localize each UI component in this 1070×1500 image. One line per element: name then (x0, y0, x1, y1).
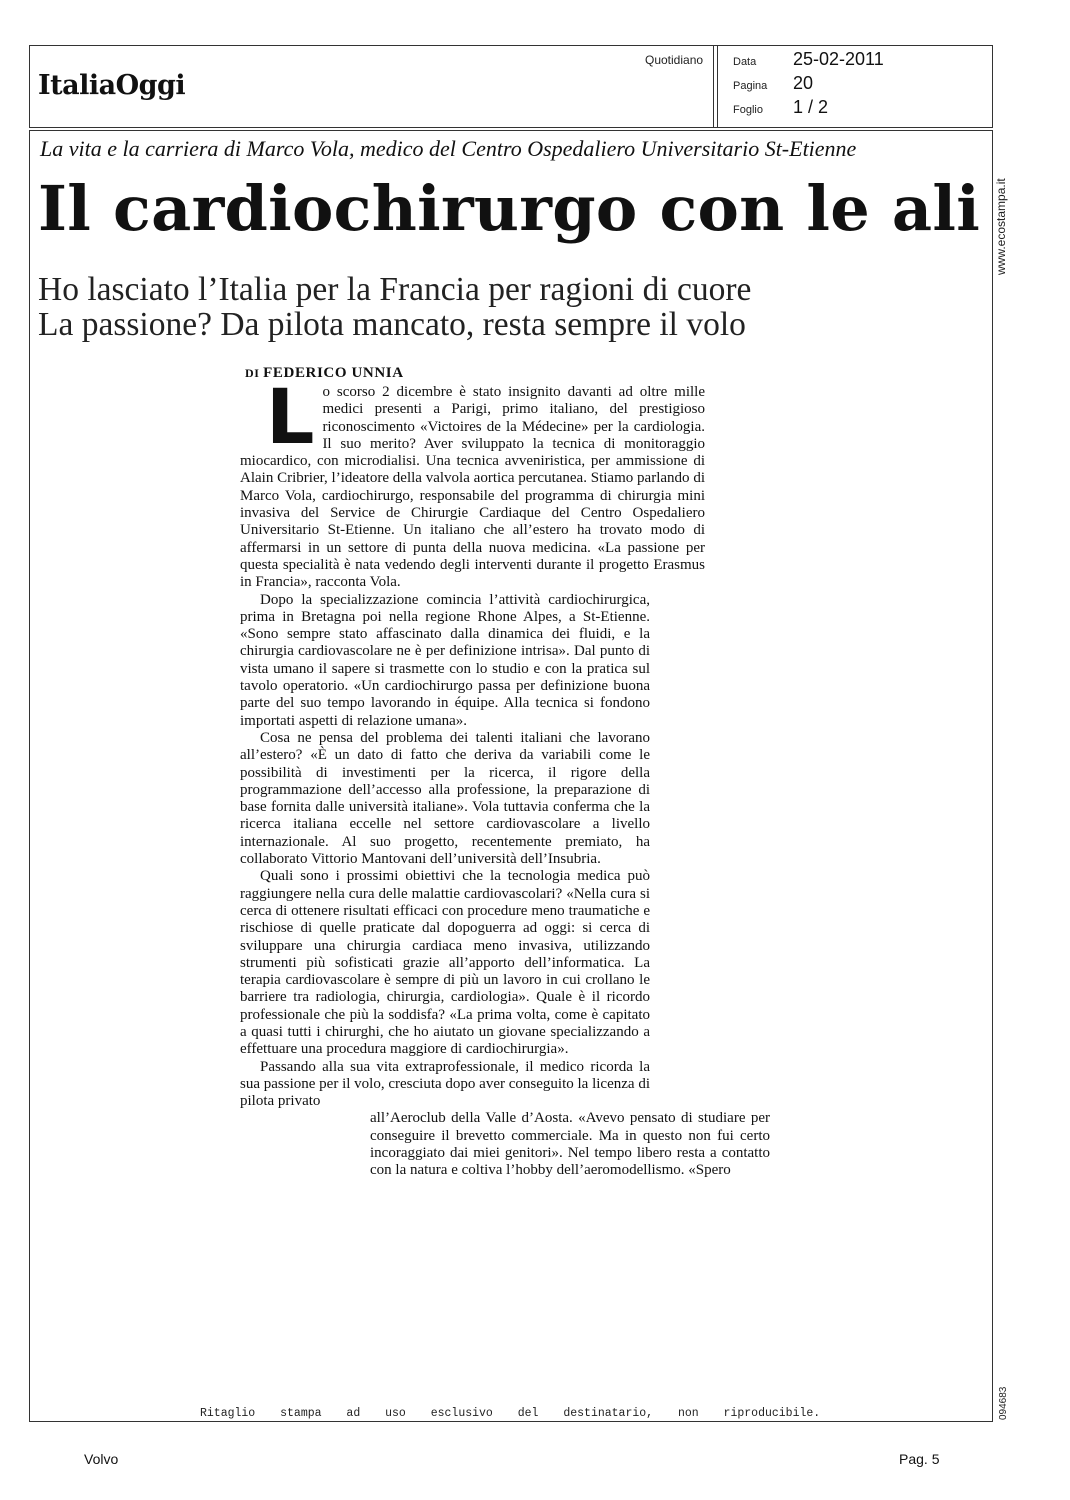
publication-type: Quotidiano (645, 53, 704, 67)
newspaper-logo: ItaliaOggi (38, 70, 186, 101)
meta-value-data: 25-02-2011 (793, 49, 884, 69)
paragraph-5: Passando alla sua vita extraprofessionale, il medico ricorda la sua passione per il volo, cresciuta dopo aver conseguito la licenza di pilota privato (240, 1058, 650, 1110)
document-code: 094683 (998, 1386, 1009, 1420)
byline-prefix: DI (245, 366, 260, 380)
header-divider-inner (717, 45, 718, 128)
article-kicker: La vita e la carriera di Marco Vola, medico del Centro Ospedaliero Universitario St-Etienne (40, 136, 857, 161)
meta-label-data: Data (733, 56, 757, 68)
paragraph-1-text: o scorso 2 dicembre è stato insignito davanti ad oltre mille medici presenti a Parigi, primo italiano, del prestigioso riconoscimento «Victoires de la Médecine» per la cardiologia. Il suo merito? Aver sviluppato la tecnica di monitoraggio miocardico, con microdialisi. Una tecnica avveniristica, per ammissione di Alain Cribrier, l’ideatore della valvola aortica percutanea. Stiamo parlando di Marco Vola, cardiochirurgo, responsabile del programma di chirurgia mini invasiva del Service de Chirurgie Cardiaque del Centro Ospedaliero Universitario St-Etienne. Un italiano che all’estero ha trovato modo di affermarsi in un settore di punta della nuova medicina. «La passione per questa specialità è nata vedendo degli interventi durante il progetto Erasmus in Francia», racconta Vola. (240, 384, 705, 591)
drop-cap: L (266, 372, 315, 461)
meta-label-pagina: Pagina (733, 80, 768, 92)
meta-value-foglio: 1 / 2 (793, 97, 829, 117)
paragraph-6: all’Aeroclub della Valle d’Aosta. «Avevo pensato di studiare per conseguire il brevetto commerciale. Ma in questo non fui certo incoraggiato dai miei genitori». Nel tempo libero resta a contatto con la natura e coltiva l’hobby dell’aeromodellismo. «Spero (370, 1110, 770, 1179)
footer-client: Volvo (84, 1451, 119, 1467)
byline-author: FEDERICO UNNIA (263, 365, 404, 381)
footer-page-number: Pag. 5 (899, 1451, 940, 1467)
article-headline: Il cardiochirurgo con le ali (38, 172, 981, 245)
website-label: www.ecostampa.it (994, 178, 1008, 275)
paragraph-3: Cosa ne pensa del problema dei talenti italiani che lavorano all’estero? «È un dato di fatto che deriva da variabili come le possibilità di investimenti per la ricerca, il rigore della programmazione dell’accesso alla professione, la preparazione di base fornita dalle università italiane». Vola tuttavia conferma che la ricerca italiana eccelle nel settore cardiovascolare a livello internazionale. Al suo progetto, recentemente premiato, ha collaborato Vittorio Mantovani dell’università dell’Insubria. (240, 729, 650, 868)
subhead-line-2: La passione? Da pilota mancato, resta sempre il volo (38, 306, 746, 343)
copyright-note: Ritaglio stampa ad uso esclusivo del destinatario, non riproducibile. (200, 1407, 821, 1420)
header-divider (713, 45, 714, 128)
meta-label-foglio: Foglio (733, 104, 763, 116)
paragraph-2: Dopo la specializzazione comincia l’attività cardiochirurgica, prima in Bretagna poi nella regione Rhone Alpes, a St-Etienne. «Sono sempre stato affascinato dalla dinamica dei fluidi, e la chirurgia cardiovascolare ne è per definizione intrisa». Dal punto di vista umano il sapere si trasmette con lo studio e con la pratica sul tavolo operatorio. «Un cardiochirurgo passa per definizione buona parte del suo tempo lavorando in équipe. Alla tecnica si fondono importati aspetti di relazione umana». (240, 591, 650, 729)
paragraph-4: Quali sono i prossimi obiettivi che la tecnologia medica può raggiungere nella cura delle malattie cardiovascolari? «Nella cura si cerca di ottenere risultati efficaci con procedure meno traumatiche e rischiose di quelle praticate dal dopoguerra ad oggi: si cerca di sviluppare una chirurgia cardiaca meno invasiva, utilizzando strumenti più sofisticati grazie all’apporto dell’informatica. La terapia cardiovascolare è sempre di più un lavoro in cui crollano le barriere tra radiologia, chirurgia, cardiologia». Quale è il ricordo professionale che più la soddisfa? «La prima volta, come è capitato a quasi tutti i chirurghi, che ho aiutato un giovane specializzando a effettuare una procedura maggiore di cardiochirurgia». (240, 868, 650, 1058)
article-subhead (38, 272, 988, 342)
meta-value-pagina: 20 (793, 73, 814, 93)
subhead-line-1: Ho lasciato l’Italia per la Francia per ragioni di cuore (38, 271, 752, 308)
